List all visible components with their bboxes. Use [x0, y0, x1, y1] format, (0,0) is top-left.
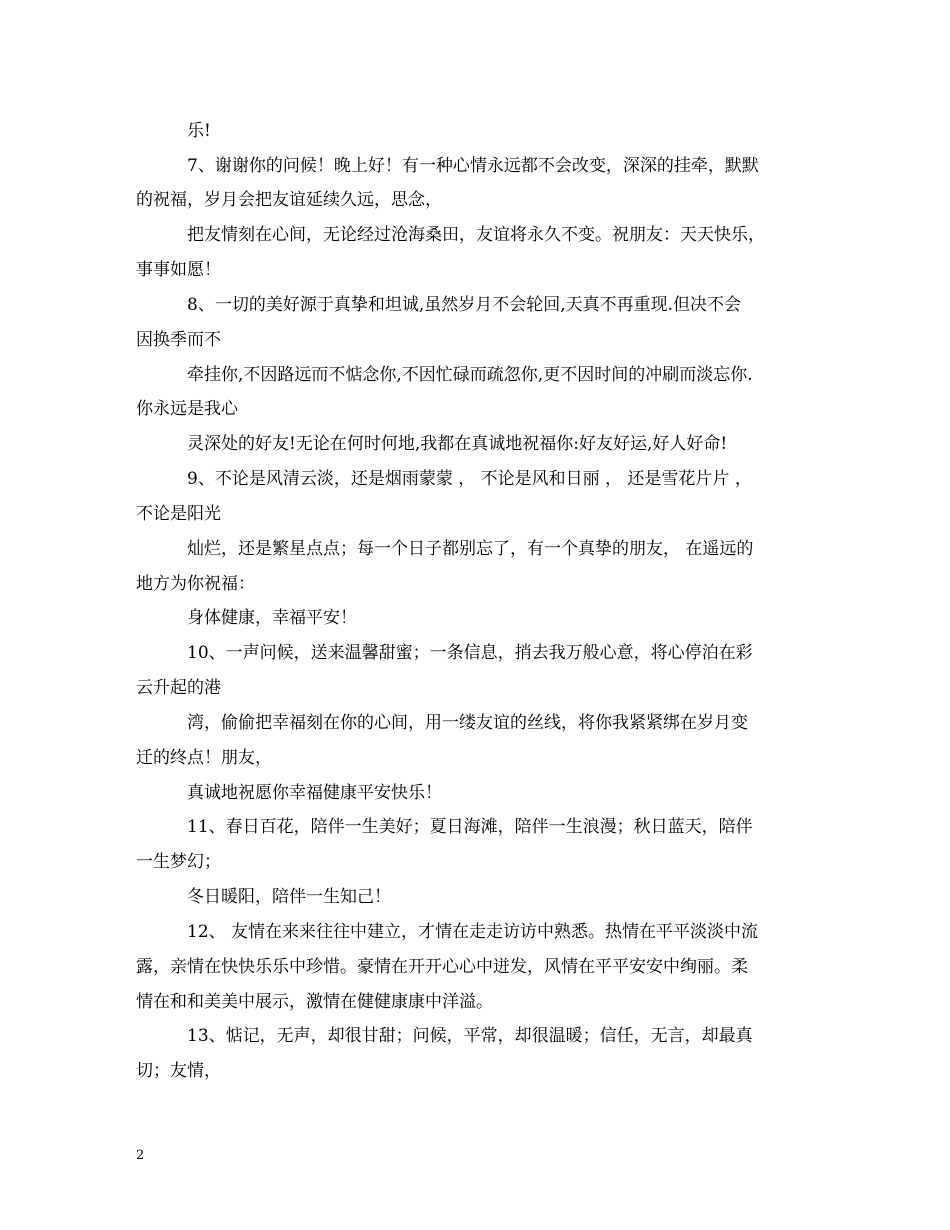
text-line: 9、不论是风清云淡，还是烟雨蒙蒙 ， 不论是风和日丽 ， 还是雪花片片 ，	[187, 469, 752, 489]
text-line: 事事如愿！	[136, 260, 221, 280]
text-line: 牵挂你,不因路远而不惦念你,不因忙碌而疏忽你,更不因时间的冲刷而淡忘你.	[187, 365, 753, 385]
text-line: 迁的终点！朋友，	[136, 748, 272, 768]
text-line: 11、春日百花，陪伴一生美好；夏日海滩，陪伴一生浪漫；秋日蓝天，陪伴	[187, 817, 753, 837]
text-line: 的祝福，岁月会把友谊延续久远，思念，	[136, 190, 442, 210]
text-line: 身体健康，幸福平安！	[187, 608, 357, 628]
text-line: 云升起的港	[136, 678, 221, 698]
text-line: 把友情刻在心间，无论经过沧海桑田，友谊将永久不变。祝朋友：天天快乐，	[187, 225, 765, 245]
text-line: 真诚地祝愿你幸福健康平安快乐！	[187, 783, 442, 803]
page-number: 2	[136, 1148, 145, 1163]
text-line: 灵深处的好友!无论在何时何地,我都在真诚地祝福你:好友好运,好人好命!	[187, 434, 728, 454]
text-line: 湾，偷偷把幸福刻在你的心间，用一缕友谊的丝线，将你我紧紧绑在岁月变	[187, 713, 748, 733]
text-line: 一生梦幻；	[136, 852, 221, 872]
text-line: 切；友情，	[136, 1061, 221, 1081]
text-line: 情在和和美美中展示，激情在健健康康中洋溢。	[136, 992, 493, 1012]
text-line: 地方为你祝福：	[136, 574, 255, 594]
text-line: 8、一切的美好源于真挚和坦诚,虽然岁月不会轮回,天真不再重现.但决不会	[187, 295, 742, 315]
text-line: 10、一声问候，送来温馨甜蜜；一条信息，捎去我万般心意，将心停泊在彩	[187, 643, 753, 663]
text-line: 12、 友情在来来往往中建立，才情在走走访访中熟悉。热情在平平淡淡中流	[187, 922, 759, 942]
text-line: 因换季而不	[136, 330, 221, 350]
text-line: 13、惦记，无声，却很甘甜；问候，平常，却很温暖；信任，无言，却最真	[187, 1026, 753, 1046]
text-line: 乐!	[187, 121, 211, 141]
text-line: 灿烂，还是繁星点点；每一个日子都别忘了，有一个真挚的朋友， 在遥远的	[187, 539, 754, 559]
text-line: 你永远是我心	[136, 399, 238, 419]
text-line: 7、谢谢你的问候！晚上好！有一种心情永远都不会改变，深深的挂牵，默默	[187, 156, 759, 176]
text-line: 不论是阳光	[136, 504, 221, 524]
text-line: 露，亲情在快快乐乐中珍惜。豪情在开开心心中迸发，风情在平平安安中绚丽。柔	[136, 957, 748, 977]
text-line: 冬日暖阳，陪伴一生知己！	[187, 887, 391, 907]
